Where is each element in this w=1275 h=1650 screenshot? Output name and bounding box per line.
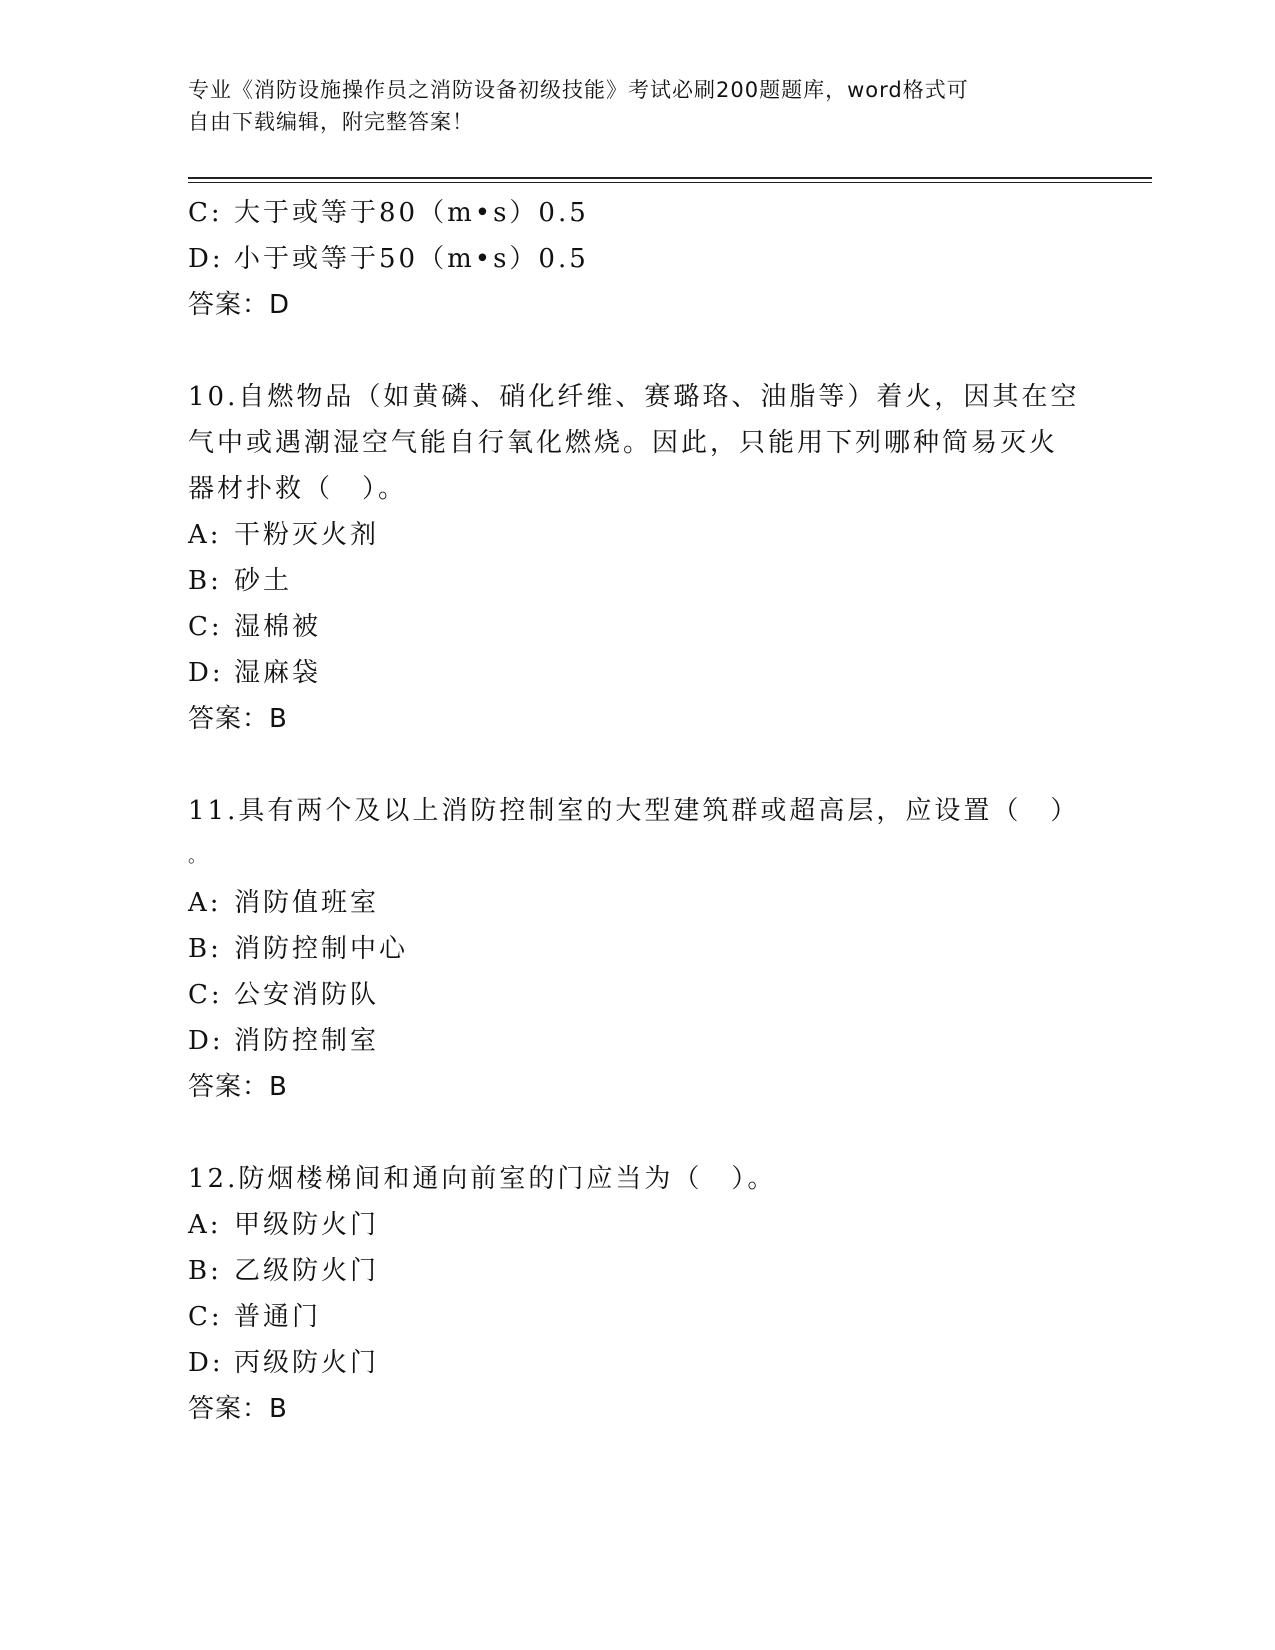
option-letter: C:: [188, 1302, 223, 1332]
option-b: [188, 1248, 1088, 1294]
option-text: 干粉灭火剂: [234, 520, 380, 550]
question-stem-line: 气中或遇潮湿空气能自行氧化燃烧。因此，只能用下列哪种简易灭火: [188, 428, 1059, 458]
document-header: [188, 74, 1068, 138]
question-stem-line: 。: [188, 846, 209, 867]
option-letter: D:: [188, 658, 224, 688]
option-letter: D:: [188, 1026, 224, 1056]
option-b: [188, 926, 1088, 972]
option-text: 消防控制室: [234, 1026, 380, 1056]
header-title-line-1: 专业《消防设施操作员之消防设备初级技能》考试必刷200题题库，word格式可: [188, 78, 969, 102]
header-divider-thick: [188, 177, 1152, 179]
option-text: 湿棉被: [234, 612, 322, 642]
question-stem-line: 器材扑救（ ）。: [188, 474, 408, 504]
option-text: 大于或等于80（m•s）0.5: [234, 198, 589, 228]
option-text: 普通门: [234, 1302, 322, 1332]
spacer: [188, 328, 1088, 374]
option-d: [188, 650, 1088, 696]
option-text: 湿麻袋: [234, 658, 322, 688]
option-d: [188, 1340, 1088, 1386]
spacer: [188, 1110, 1088, 1156]
option-letter: B:: [188, 1256, 222, 1286]
option-b: [188, 558, 1088, 604]
option-letter: A:: [188, 520, 222, 550]
question-10: [188, 374, 1088, 742]
option-letter: D:: [188, 244, 224, 274]
option-c: [188, 190, 1088, 236]
option-letter: B:: [188, 566, 222, 596]
answer-line: 答案：D: [188, 290, 291, 320]
option-d: [188, 236, 1088, 282]
option-a: [188, 880, 1088, 926]
option-text: 小于或等于50（m•s）0.5: [234, 244, 589, 274]
option-text: 砂土: [234, 566, 293, 596]
question-content: [188, 190, 1088, 1432]
answer-line: 答案：B: [188, 704, 288, 734]
option-c: [188, 972, 1088, 1018]
question-12: [188, 1156, 1088, 1432]
option-c: [188, 1294, 1088, 1340]
option-d: [188, 1018, 1088, 1064]
option-letter: B:: [188, 934, 222, 964]
question-stem-line: 12.防烟楼梯间和通向前室的门应当为（ ）。: [188, 1164, 777, 1194]
option-c: [188, 604, 1088, 650]
option-letter: C:: [188, 198, 223, 228]
answer-line: 答案：B: [188, 1394, 288, 1424]
option-letter: C:: [188, 612, 223, 642]
option-text: 公安消防队: [234, 980, 380, 1010]
option-letter: A:: [188, 888, 222, 918]
option-text: 消防值班室: [234, 888, 380, 918]
option-text: 乙级防火门: [234, 1256, 380, 1286]
option-text: 甲级防火门: [234, 1210, 380, 1240]
option-text: 消防控制中心: [234, 934, 409, 964]
option-letter: A:: [188, 1210, 222, 1240]
question-11: [188, 788, 1088, 1110]
answer-line: 答案：B: [188, 1072, 288, 1102]
header-title-line-2: 自由下载编辑，附完整答案！: [188, 110, 474, 134]
spacer: [188, 742, 1088, 788]
option-text: 丙级防火门: [234, 1348, 380, 1378]
option-a: [188, 1202, 1088, 1248]
question-9-tail: [188, 190, 1088, 328]
option-a: [188, 512, 1088, 558]
header-divider-thin: [188, 182, 1152, 183]
option-letter: C:: [188, 980, 223, 1010]
question-stem-line: 10.自燃物品（如黄磷、硝化纤维、赛璐珞、油脂等）着火，因其在空: [188, 382, 1080, 412]
question-stem-line: 11.具有两个及以上消防控制室的大型建筑群或超高层，应设置（ ）: [188, 796, 1080, 826]
option-letter: D:: [188, 1348, 224, 1378]
